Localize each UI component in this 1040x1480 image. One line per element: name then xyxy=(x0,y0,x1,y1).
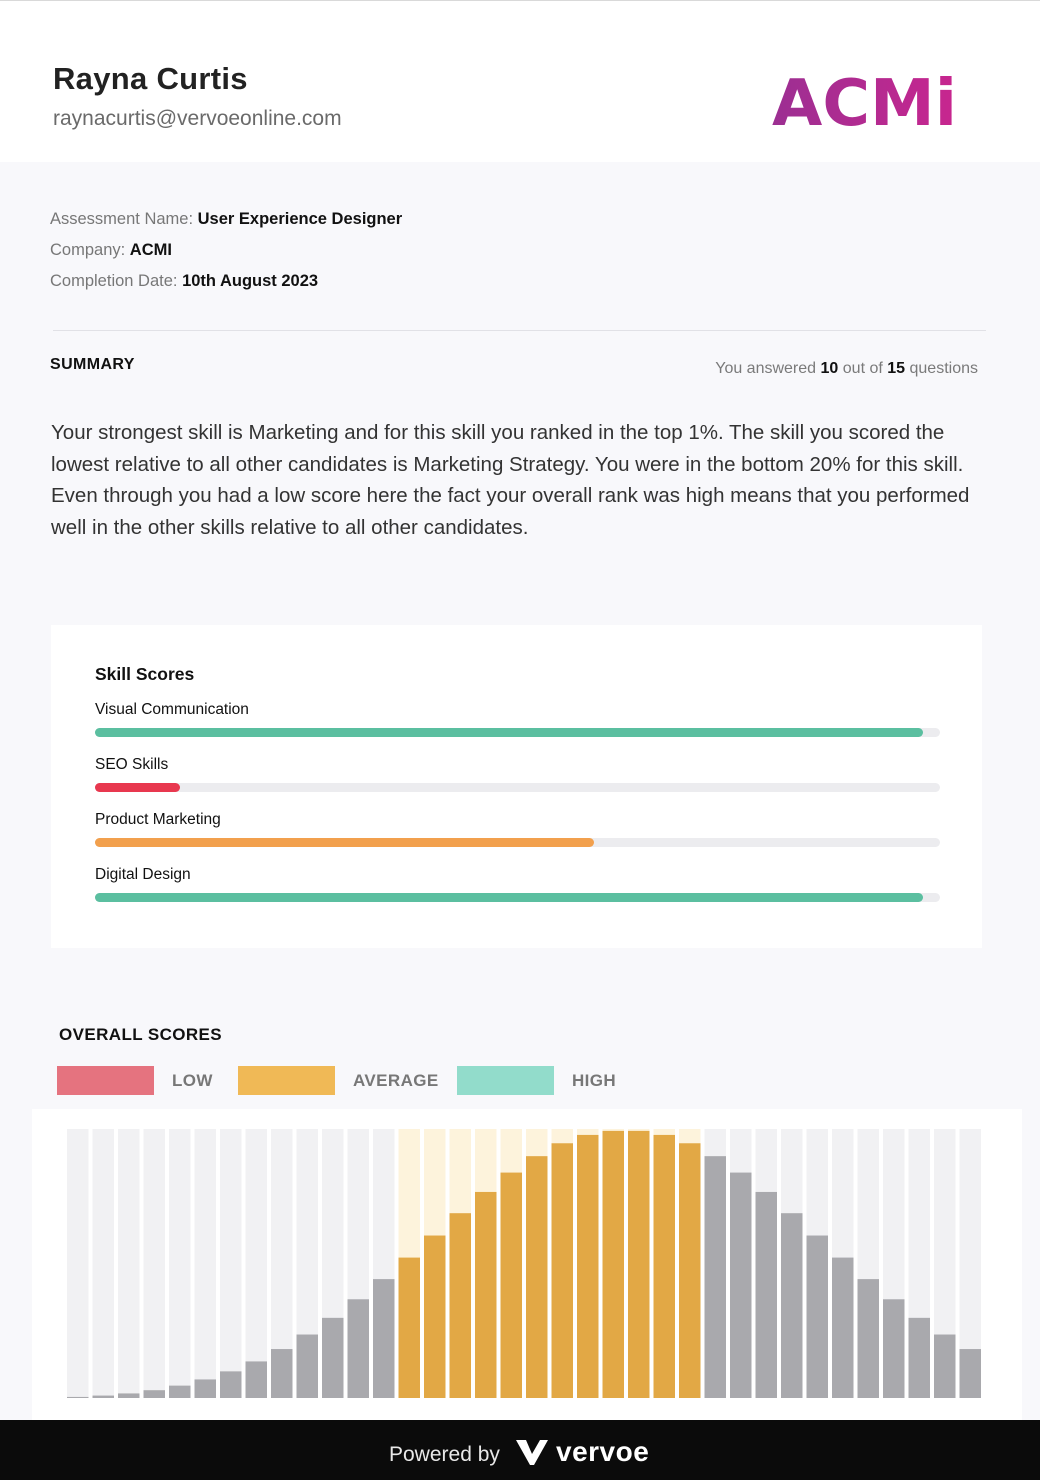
answered-mid: out of xyxy=(842,360,883,377)
distribution-chart xyxy=(32,1109,1022,1420)
skill-bar-fill xyxy=(95,838,594,847)
chart-bar xyxy=(322,1318,344,1398)
candidate-name: Rayna Curtis xyxy=(53,61,248,96)
chart-bar xyxy=(373,1279,395,1398)
chart-bar xyxy=(526,1156,548,1398)
assessment-name-label: Assessment Name: xyxy=(50,210,194,228)
overall-scores-chart-area xyxy=(32,1109,1022,1420)
skill-bar-track xyxy=(95,893,940,902)
chart-bar-track xyxy=(220,1129,242,1398)
skill-row xyxy=(95,866,940,902)
company-value: ACMI xyxy=(129,241,172,259)
chart-bar xyxy=(654,1135,676,1398)
chart-bar xyxy=(450,1213,472,1398)
chart-bar xyxy=(118,1393,140,1398)
chart-bar xyxy=(603,1131,625,1398)
overall-scores-title: OVERALL SCORES xyxy=(59,1025,223,1044)
chart-bar xyxy=(934,1335,956,1398)
company-row xyxy=(50,235,402,266)
vervoe-brand-text: vervoe xyxy=(556,1436,650,1467)
skill-label: Product Marketing xyxy=(95,811,221,828)
chart-bar xyxy=(144,1390,166,1398)
skill-row xyxy=(95,756,940,792)
completion-date-value: 10th August 2023 xyxy=(182,272,319,290)
legend-swatch-high xyxy=(457,1066,554,1095)
company-label: Company: xyxy=(50,241,126,259)
skill-bar-track xyxy=(95,783,940,792)
skill-label: Digital Design xyxy=(95,866,191,883)
chart-bar xyxy=(705,1156,727,1398)
chart-bar xyxy=(679,1143,701,1398)
legend-label-high: HIGH xyxy=(572,1071,617,1090)
chart-bar xyxy=(424,1236,446,1398)
report-header xyxy=(0,0,1040,162)
answered-prefix: You answered xyxy=(715,360,817,377)
chart-bar xyxy=(220,1371,242,1398)
chart-bar-track xyxy=(246,1129,268,1398)
legend-swatch-average xyxy=(238,1066,335,1095)
chart-bar xyxy=(909,1318,931,1398)
chart-bar xyxy=(858,1279,880,1398)
chart-bar-track xyxy=(195,1129,217,1398)
chart-bar xyxy=(195,1379,217,1398)
vervoe-logo-icon xyxy=(514,1437,550,1467)
chart-bar-track xyxy=(144,1129,166,1398)
chart-bar xyxy=(93,1396,115,1398)
answered-count xyxy=(715,360,978,378)
chart-bar xyxy=(271,1349,293,1398)
summary-title: SUMMARY xyxy=(50,356,135,373)
chart-bar xyxy=(730,1173,752,1398)
chart-bar xyxy=(475,1192,497,1398)
chart-bar-track xyxy=(93,1129,115,1398)
chart-bar xyxy=(67,1397,89,1398)
skill-bar-fill xyxy=(95,728,923,737)
chart-bar xyxy=(807,1236,829,1398)
chart-bar xyxy=(399,1258,421,1398)
svg-text:ACMi: ACMi xyxy=(772,67,957,139)
completion-date-label: Completion Date: xyxy=(50,272,178,290)
chart-bar xyxy=(552,1143,574,1398)
answered-number: 10 xyxy=(820,360,839,377)
chart-bar xyxy=(246,1361,268,1398)
chart-bar xyxy=(348,1299,370,1398)
skill-row xyxy=(95,701,940,737)
legend-swatch-low xyxy=(57,1066,154,1095)
chart-bar xyxy=(756,1192,778,1398)
chart-bar xyxy=(297,1335,319,1398)
divider xyxy=(53,330,986,331)
chart-bar xyxy=(781,1213,803,1398)
chart-bar xyxy=(883,1299,905,1398)
powered-by-text: Powered by xyxy=(389,1443,500,1466)
skill-bar-track xyxy=(95,838,940,847)
skill-bar-fill xyxy=(95,783,180,792)
overall-legend xyxy=(57,1066,657,1096)
candidate-email: raynacurtis@vervoeonline.com xyxy=(53,107,342,130)
assessment-name-value: User Experience Designer xyxy=(197,210,403,228)
answered-total: 15 xyxy=(887,360,906,377)
answered-suffix: questions xyxy=(909,360,978,377)
chart-bar xyxy=(628,1131,650,1398)
skill-scores-title: Skill Scores xyxy=(95,664,195,684)
chart-bar xyxy=(832,1258,854,1398)
skill-row xyxy=(95,811,940,847)
acmi-logo xyxy=(770,59,970,139)
skill-scores-card xyxy=(51,625,982,948)
assessment-name-row xyxy=(50,204,402,235)
chart-bar-track xyxy=(67,1129,89,1398)
skill-label: Visual Communication xyxy=(95,701,249,718)
chart-bar xyxy=(577,1135,599,1398)
chart-bar xyxy=(960,1349,982,1398)
chart-bar-track xyxy=(118,1129,140,1398)
skill-label: SEO Skills xyxy=(95,756,169,773)
skill-bar-fill xyxy=(95,893,923,902)
chart-bar xyxy=(501,1173,523,1398)
legend-label-low: LOW xyxy=(172,1071,213,1090)
assessment-meta xyxy=(50,204,402,297)
summary-text: Your strongest skill is Marketing and for this skill you ranked in the top 1%. The skill you scored the lowest relative to all other candidates is Marketing Strategy. You were in the bottom 20% for this skill. Even through you had a low score here the fact your overall rank was high means that you performed well in the other skills relative to all other candidates. xyxy=(51,421,970,540)
legend-label-average: AVERAGE xyxy=(353,1071,439,1090)
completion-date-row xyxy=(50,266,402,297)
skill-bar-track xyxy=(95,728,940,737)
chart-bar xyxy=(169,1386,191,1398)
chart-bar-track xyxy=(169,1129,191,1398)
